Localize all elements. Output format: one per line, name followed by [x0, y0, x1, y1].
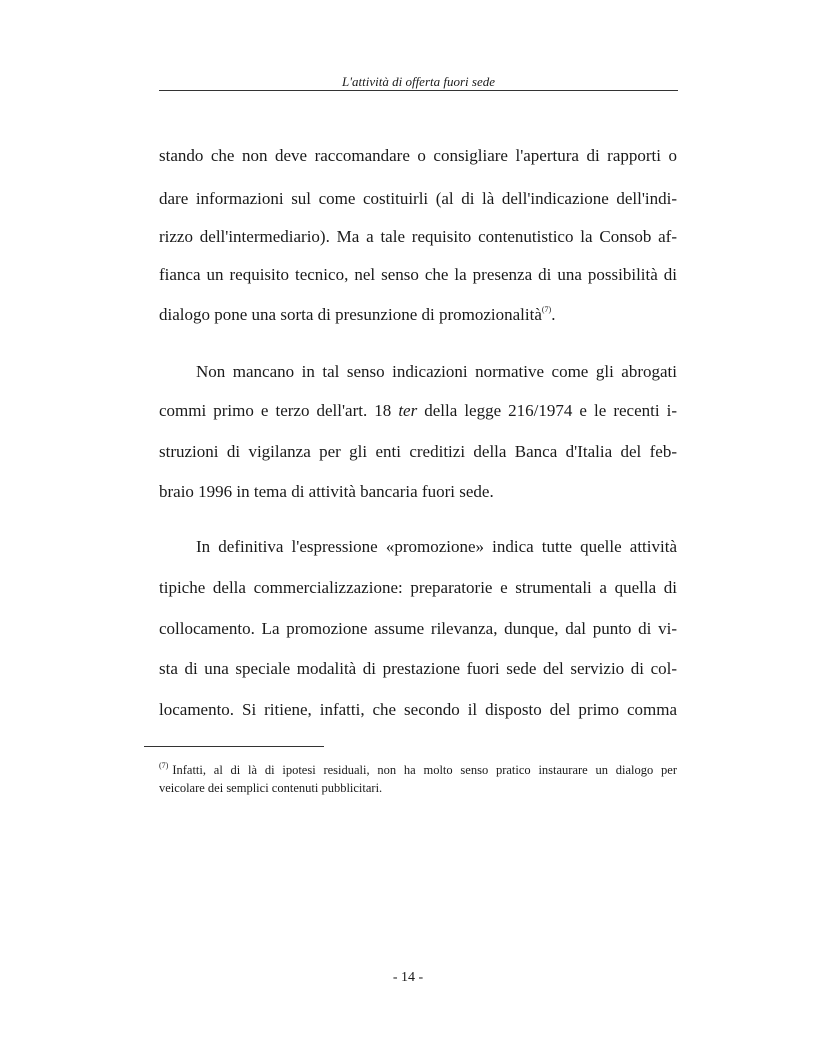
header-rule: [159, 90, 678, 91]
italic-text: ter: [398, 401, 418, 420]
footnote-line: [159, 758, 677, 777]
body-line: [159, 401, 677, 421]
body-line: sta di una speciale modalità di prestazione fuori sede del servizio di col-: [159, 659, 677, 678]
body-line: [159, 305, 677, 325]
footnote-rule: [144, 746, 324, 747]
body-line: braio 1996 in tema di attività bancaria fuori sede.: [159, 482, 494, 501]
body-text: della legge 216/1974 e le recenti i-: [417, 401, 677, 420]
body-text: dialogo pone una sorta di presunzione di promozionalità: [159, 305, 542, 324]
body-text: commi primo e terzo dell'art. 18: [159, 401, 399, 420]
running-header: L'attività di offerta fuori sede: [342, 74, 495, 89]
body-line: locamento. Si ritiene, infatti, che secondo il disposto del primo comma: [159, 700, 677, 719]
body-line: In definitiva l'espressione «promozione» indica tutte quelle attività: [196, 537, 677, 556]
body-line: dare informazioni sul come costituirli (al di là dell'indicazione dell'indi-: [159, 189, 677, 208]
page-number: - 14 -: [392, 970, 424, 985]
body-line: stando che non deve raccomandare o consigliare l'apertura di rapporti o: [159, 146, 677, 165]
footnote-mark: (7): [159, 761, 169, 770]
footnote-line: veicolare dei semplici contenuti pubblicitari.: [159, 781, 383, 795]
body-line: Non mancano in tal senso indicazioni normative come gli abrogati: [196, 362, 677, 381]
body-line: struzioni di vigilanza per gli enti creditizi della Banca d'Italia del feb-: [159, 442, 677, 461]
body-text: .: [551, 305, 556, 324]
footnote-reference: (7): [541, 305, 552, 314]
body-line: fianca un requisito tecnico, nel senso che la presenza di una possibilità di: [159, 265, 677, 284]
body-line: tipiche della commercializzazione: preparatorie e strumentali a quella di: [159, 578, 677, 597]
footnote-text: Infatti, al di là di ipotesi residuali, non ha molto senso pratico instaurare un dialogo per: [172, 763, 677, 777]
body-line: rizzo dell'intermediario). Ma a tale requisito contenutistico la Consob af-: [159, 227, 677, 246]
body-line: collocamento. La promozione assume rilevanza, dunque, dal punto di vi-: [159, 619, 677, 638]
